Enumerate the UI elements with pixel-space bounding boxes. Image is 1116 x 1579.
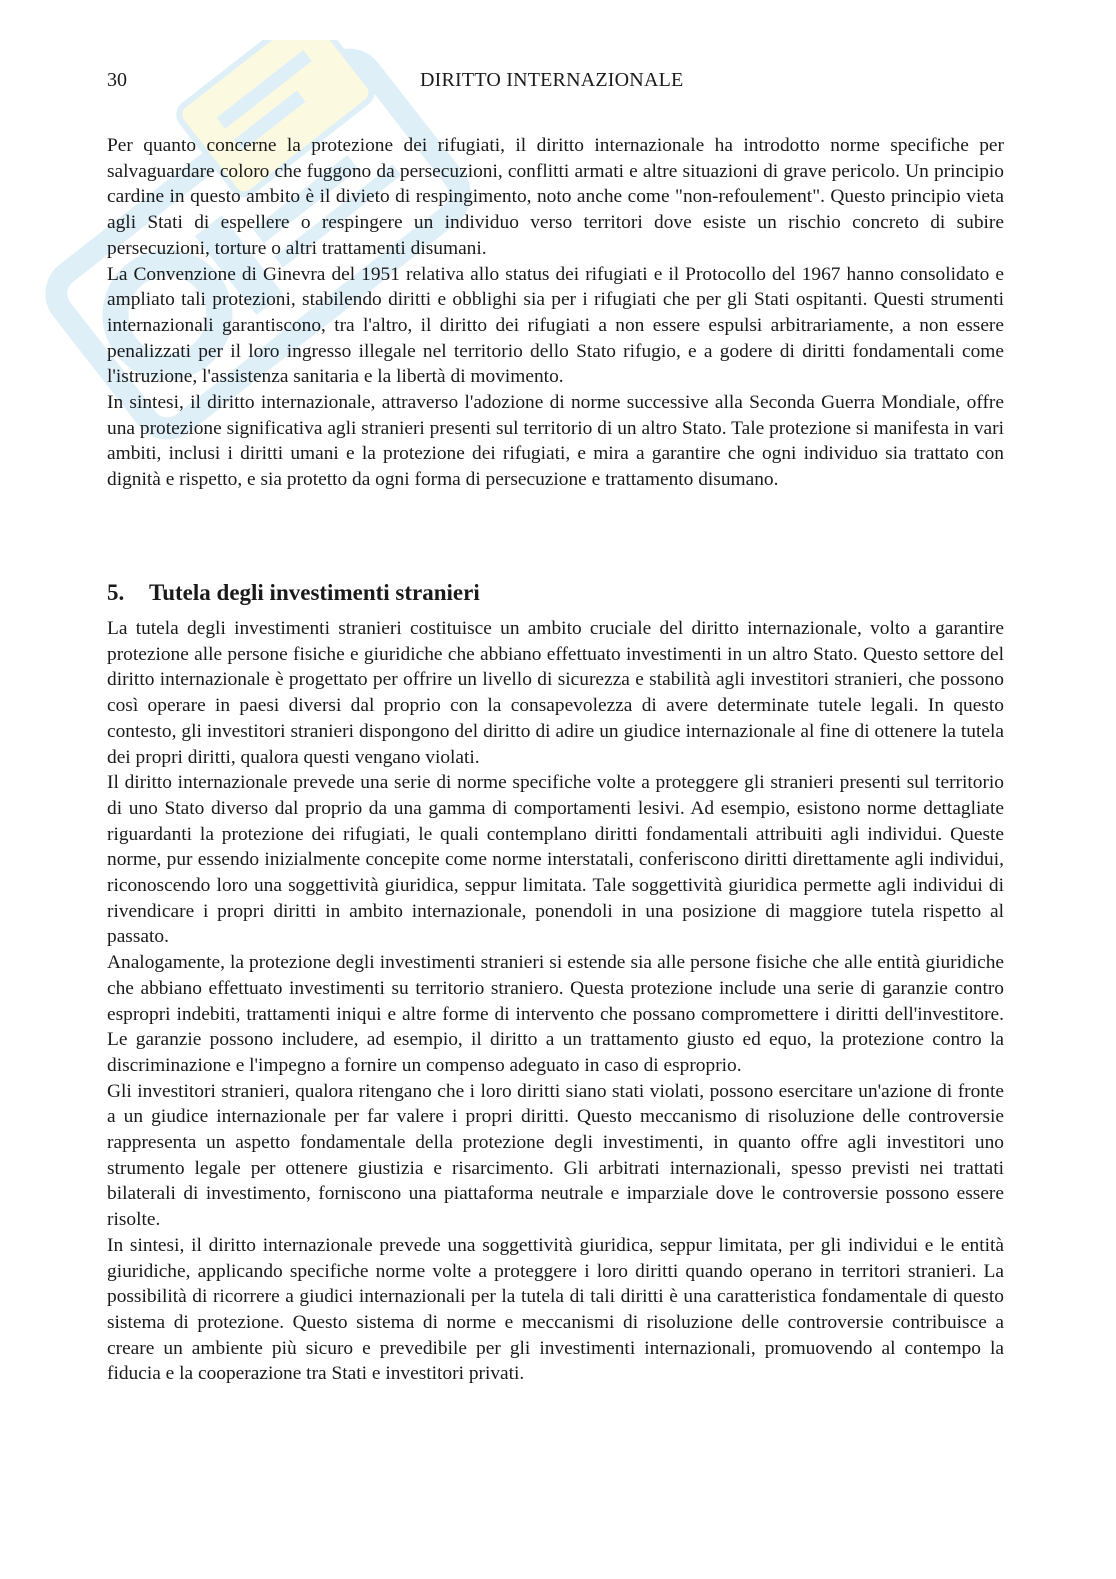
section-number: 5. [107, 580, 125, 605]
paragraph: La tutela degli investimenti stranieri costituisce un ambito cruciale del diritto internazionale, volto a garantire protezione alle persone fisiche e giuridiche che abbiano effettuato investimenti in un altro Stato. Questo settore del diritto internazionale è progettato per offrire un livello di sicurezza e stabilità agli investitori stranieri, che possono così operare in paesi diversi dal proprio con la consapevolezza di avere determinate tutele legali. In questo contesto, gli investitori stranieri dispongono del diritto di adire un giudice internazionale al fine di ottenere la tutela dei propri diritti, qualora questi vengano violati. [107, 618, 1004, 768]
page-number: 30 [107, 69, 127, 91]
paragraph: Per quanto concerne la protezione dei rifugiati, il diritto internazionale ha introdotto norme specifiche per salvaguardare coloro che fuggono da persecuzioni, conflitti armati e altre situazioni di grave pericolo. Un principio cardine in questo ambito è il divieto di respingimento, noto anche come "non-refoulement". Questo principio vieta agli Stati di espellere o respingere un individuo verso territori dove esiste un rischio concreto di subire persecuzioni, torture o altri trattamenti disumani. [107, 135, 1004, 259]
section-heading [107, 577, 480, 609]
paragraph: In sintesi, il diritto internazionale, attraverso l'adozione di norme successive alla Seconda Guerra Mondiale, offre una protezione significativa agli stranieri presenti sul territorio di un altro Stato. Tale protezione si manifesta in vari ambiti, inclusi i diritti umani e la protezione dei rifugiati, e mira a garantire che ogni individuo sia trattato con dignità e rispetto, e sia protetto da ogni forma di persecuzione e trattamento disumano. [107, 392, 1004, 491]
refugees-text-block [107, 133, 1004, 493]
paragraph: In sintesi, il diritto internazionale prevede una soggettività giuridica, seppur limitata, per gli individui e le entità giuridiche, applicando specifiche norme volte a proteggere i loro diritti quando operano in territori stranieri. La possibilità di ricorrere a giudici internazionali per la tutela di tali diritti è una caratteristica fondamentale di questo sistema di protezione. Questo sistema di norme e meccanismi di risoluzione delle controversie contribuisce a creare un ambiente più sicuro e prevedibile per gli investimenti internazionali, promuovendo al contempo la fiducia e la cooperazione tra Stati e investitori privati. [107, 1234, 1004, 1385]
paragraph: Gli investitori stranieri, qualora ritengano che i loro diritti siano stati violati, possono esercitare un'azione di fronte a un giudice internazionale per far valere i propri diritti. Questo meccanismo di risoluzione delle controversie rappresenta un aspetto fondamentale della protezione degli investimenti, in quanto offre agli investitori uno strumento legale per ottenere giustizia e risarcimento. Gli arbitrati internazionali, spesso previsti nei trattati bilaterali di investimento, forniscono una piattaforma neutrale e imparziale dove le controversie possono essere risolte. [107, 1080, 1004, 1231]
running-title: DIRITTO INTERNAZIONALE [420, 69, 684, 91]
investments-text-block [107, 616, 1004, 1387]
paragraph: Analogamente, la protezione degli investimenti stranieri si estende sia alle persone fisiche che alle entità giuridiche che abbiano effettuato investimenti su territorio straniero. Questa protezione include una serie di garanzie contro espropri indebiti, trattamenti iniqui e altre forme di intervento che possano compromettere i diritti dell'investitore. Le garanzie possono includere, ad esempio, il diritto a un trattamento giusto ed equo, la protezione contro la discriminazione e l'impegno a fornire un compenso adeguato in caso di esproprio. [107, 952, 1004, 1076]
paragraph: La Convenzione di Ginevra del 1951 relativa allo status dei rifugiati e il Protocollo del 1967 hanno consolidato e ampliato tali protezioni, stabilendo diritti e obblighi sia per i rifugiati che per gli Stati ospitanti. Questi strumenti internazionali garantiscono, tra l'altro, il diritto dei rifugiati a non essere espulsi arbitrariamente, a non essere penalizzati per il loro ingresso illegale nel territorio dello Stato rifugio, e a godere di diritti fondamentali come l'istruzione, l'assistenza sanitaria e la libertà di movimento. [107, 263, 1004, 388]
section-title: Tutela degli investimenti stranieri [149, 580, 480, 605]
paragraph: Il diritto internazionale prevede una serie di norme specifiche volte a proteggere gli stranieri presenti sul territorio di uno Stato diverso dal proprio da una gamma di comportamenti lesivi. Ad esempio, esistono norme dettagliate riguardanti la protezione dei rifugiati, le quali contemplano diritti fondamentali attribuiti agli individui. Queste norme, pur essendo inizialmente concepite come norme interstatali, conferiscono diritti direttamente agli individui, riconoscendo loro una soggettività giuridica, seppur limitata. Tale soggettività giuridica permette agli individui di rivendicare i propri diritti in ambito internazionale, ponendoli in una posizione di maggiore tutela rispetto al passato. [107, 772, 1004, 948]
